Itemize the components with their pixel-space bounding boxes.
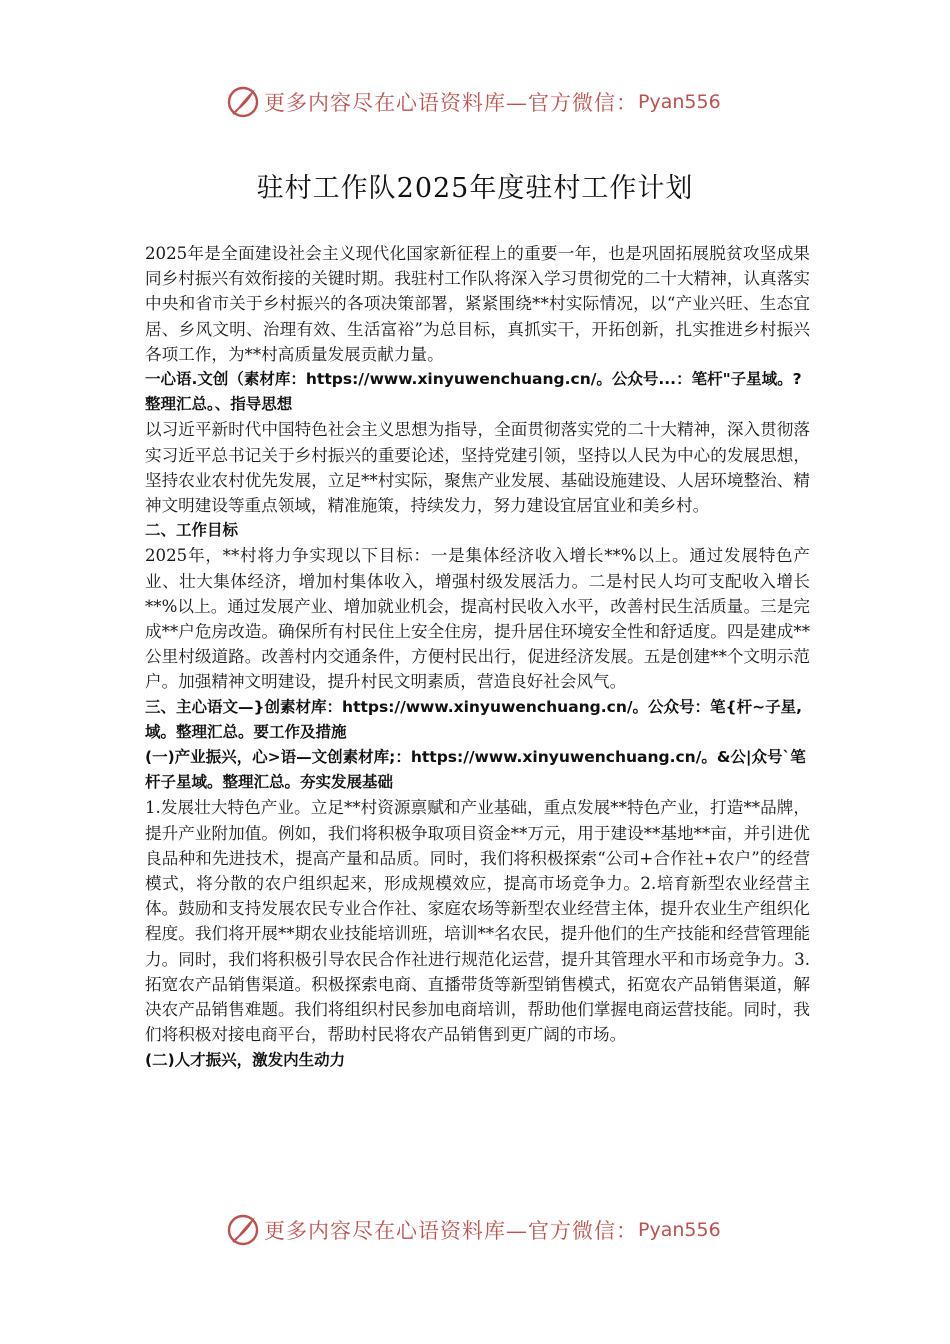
subsection-heading-talent: (二)人才振兴，激发内生动力	[145, 1050, 346, 1069]
footer-watermark-banner	[0, 1208, 950, 1252]
watermark-handle: Pyan556	[638, 1219, 721, 1241]
section-heading-goals: 二、工作目标	[145, 521, 239, 540]
watermark-text: 更多内容尽在心语资料库—官方微信：	[264, 91, 638, 115]
section-heading-guiding-ideology: 一心语.文创（素材库：https://www.xinyuwenchuang.cn/。公众号...：笔杆"子星域。?整理汇总。、指导思想	[145, 370, 802, 414]
header-watermark-banner	[0, 80, 950, 124]
section-heading-main-work: 三、主心语文—}创素材库：https://www.xinyuwenchuang.cn/。公众号：笔{杆~子星,域。整理汇总。要工作及措施	[145, 697, 802, 741]
watermark-text: 更多内容尽在心语资料库—官方微信：	[264, 1219, 638, 1243]
industry-paragraph: 1.发展壮大特色产业。立足**村资源禀赋和产业基础，重点发展**特色产业，打造**品牌，提升产业附加值。例如，我们将积极争取项目资金**万元，用于建设**基地**亩，并引进优良品种和先进技术，提高产量和品质。同时，我们将积极探索“公司+合作社+农户”的经营模式，将分散的农户组织起来，形成规模效应，提高市场竞争力。2.培育新型农业经营主体。鼓励和支持发展农民专业合作社、家庭农场等新型农业经营主体，提升农业生产组织化程度。我们将开展**期农业技能培训班，培训**名农民，提升他们的生产技能和经营管理能力。同时，我们将积极引导农民合作社进行规范化运营，提升其管理水平和市场竞争力。3.拓宽农产品销售渠道。积极探索电商、直播带货等新型销售模式，拓宽农产品销售渠道，解决农产品销售难题。我们将组织村民参加电商培训，帮助他们掌握电商运营技能。同时，我们将积极对接电商平台，帮助村民将农产品销售到更广阔的市场。	[145, 798, 810, 1045]
document-body	[145, 241, 810, 1073]
quill-logo-icon	[226, 1213, 260, 1247]
guiding-ideology-paragraph: 以习近平新时代中国特色社会主义思想为指导，全面贯彻落实党的二十大精神，深入贯彻落实习近平总书记关于乡村振兴的重要论述，坚持党建引领，坚持以人民为中心的发展思想，坚持农业农村优先发展，立足**村实际，聚焦产业发展、基础设施建设、人居环境整治、精神文明建设等重点领域，精准施策，持续发力，努力建设宜居宜业和美乡村。	[145, 420, 810, 516]
document-title: 驻村工作队2025年度驻村工作计划	[256, 173, 694, 205]
intro-paragraph: 2025年是全面建设社会主义现代化国家新征程上的重要一年，也是巩固拓展脱贫攻坚成果同乡村振兴有效衔接的关键时期。我驻村工作队将深入学习贯彻党的二十大精神，认真落实中央和省市关于乡村振兴的各项决策部署，紧紧围绕**村实际情况，以“产业兴旺、生态宜居、乡风文明、治理有效、生活富裕”为总目标，真抓实干，开拓创新，扎实推进乡村振兴各项工作，为**村高质量发展贡献力量。	[145, 244, 810, 364]
subsection-heading-industry: (一)产业振兴，心>语—文创素材库;：https://www.xinyuwenchuang.cn/。&公|众号`笔杆子星域。整理汇总。夯实发展基础	[145, 748, 806, 792]
watermark-handle: Pyan556	[638, 91, 721, 113]
quill-logo-icon	[226, 85, 260, 119]
goals-paragraph: 2025年，**村将力争实现以下目标：一是集体经济收入增长**%以上。通过发展特色产业、壮大集体经济，增加村集体收入，增强村级发展活力。二是村民人均可支配收入增长**%以上。通过发展产业、增加就业机会，提高村民收入水平，改善村民生活质量。三是完成**户危房改造。确保所有村民住上安全住房，提升居住环境安全性和舒适度。四是建成**公里村级道路。改善村内交通条件，方便村民出行，促进经济发展。五是创建**个文明示范户。加强精神文明建设，提升村民文明素质，营造良好社会风气。	[145, 546, 810, 692]
